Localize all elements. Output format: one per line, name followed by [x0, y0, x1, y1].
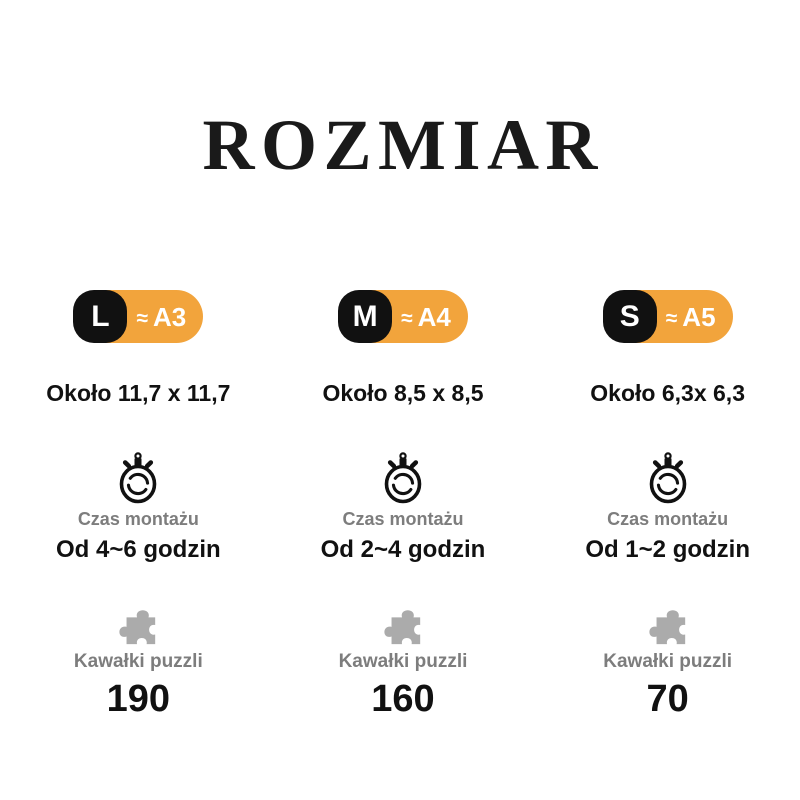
assembly-time-label: Czas montażu [77, 509, 199, 529]
size-letter: L [91, 299, 110, 333]
pieces-count-label: Kawałki puzzli [338, 651, 468, 672]
size-badge-m [338, 290, 468, 343]
puzzle-piece-icon [382, 604, 424, 646]
assembly-time-value: Od 1~2 godzin [585, 536, 750, 563]
puzzle-piece-icon [647, 604, 689, 646]
size-column-l [6, 290, 271, 720]
pieces-count-value: 160 [371, 678, 435, 720]
dimensions-text: Około 8,5 x 8,5 [322, 380, 484, 406]
size-column-m [271, 290, 536, 720]
dimensions-text: Około 6,3x 6,3 [590, 380, 745, 406]
approx-symbol: ≈ [665, 306, 678, 330]
approx-symbol: ≈ [401, 306, 413, 330]
assembly-time-value: Od 4~6 godzin [55, 536, 221, 563]
size-column-s [535, 290, 800, 720]
paper-format: A3 [152, 301, 187, 332]
size-letter: M [352, 299, 378, 333]
size-letter: S [619, 299, 640, 333]
size-badge-s [603, 290, 733, 343]
size-letter-chip [338, 290, 392, 343]
assembly-time-value: Od 2~4 godzin [320, 536, 486, 563]
stopwatch-icon [112, 451, 164, 505]
dimensions-text: Około 11,7 x 11,7 [46, 380, 231, 406]
size-letter-chip [603, 290, 657, 343]
assembly-time-label: Czas montażu [342, 509, 464, 529]
size-letter-chip [73, 290, 127, 343]
stopwatch-icon [642, 451, 694, 505]
puzzle-piece-icon [117, 604, 159, 646]
page-title: ROZMIAR [202, 105, 604, 185]
paper-format: A5 [682, 301, 716, 332]
size-columns [6, 290, 800, 720]
size-badge-l [73, 290, 203, 343]
pieces-count-value: 70 [646, 678, 689, 720]
pieces-count-label: Kawałki puzzli [73, 651, 203, 672]
assembly-time-label: Czas montażu [607, 509, 729, 529]
pieces-count-value: 190 [106, 678, 171, 720]
stopwatch-icon [377, 451, 429, 505]
approx-symbol: ≈ [136, 306, 148, 330]
paper-format: A4 [417, 301, 451, 332]
pieces-count-label: Kawałki puzzli [603, 651, 733, 672]
